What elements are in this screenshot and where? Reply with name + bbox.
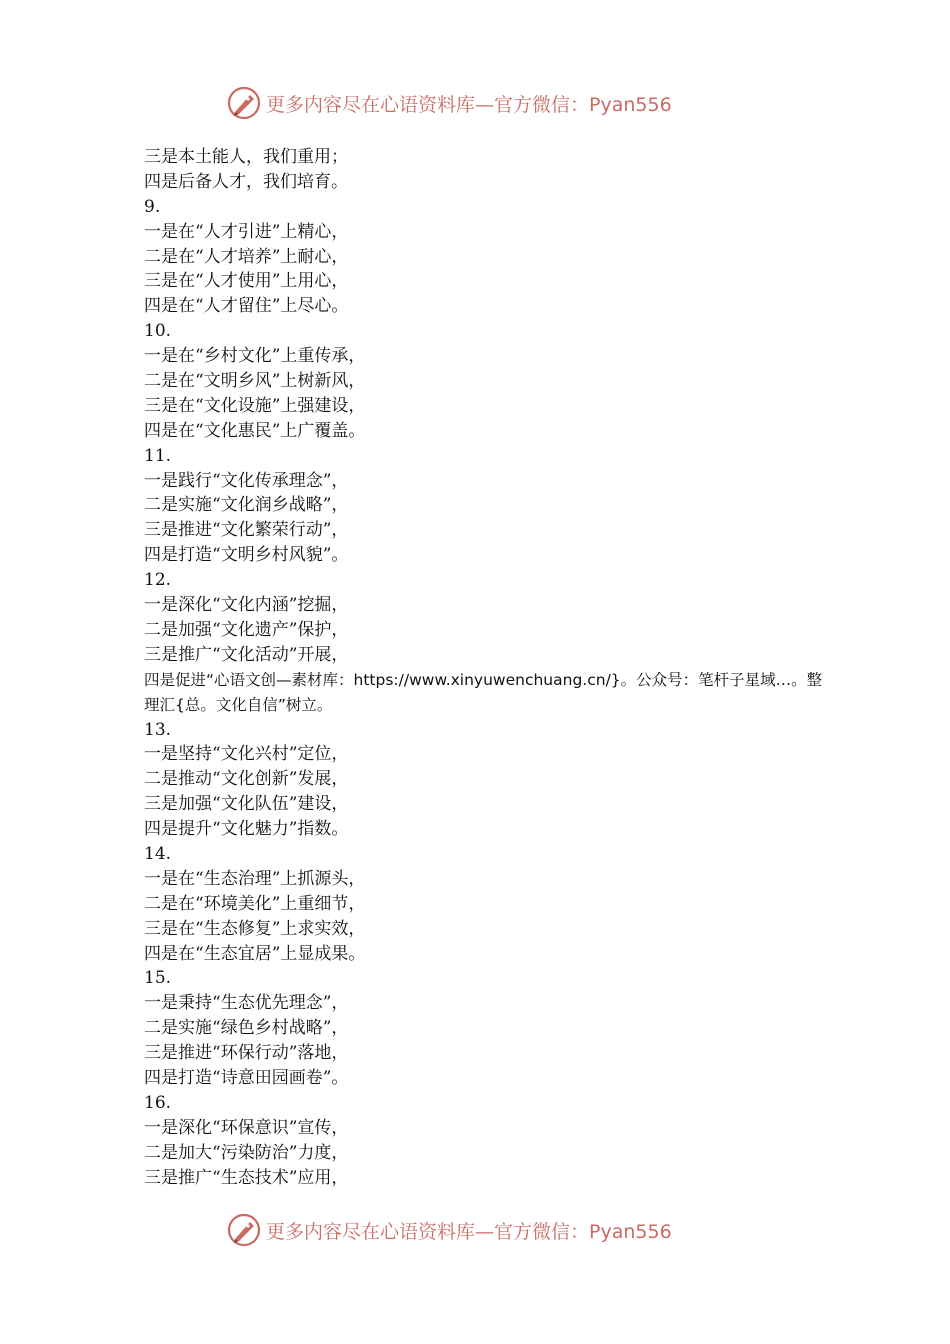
text-line: 四是后备人才，我们培育。 [144, 171, 348, 192]
footer-banner-cn: 更多内容尽在心语资料库—官方微信： [266, 1220, 590, 1243]
footer-banner [226, 1210, 746, 1250]
text-line: 四是打造“文明乡村风貌”。 [144, 545, 349, 566]
text-line: 四是打造“诗意田园画卷”。 [144, 1067, 349, 1088]
section-number: 12. [144, 570, 172, 591]
footer-banner-text [266, 1217, 672, 1244]
text-line: 二是实施“绿色乡村战略”， [144, 1018, 349, 1039]
text-line: 四是促进“心语文创—素材库：https://www.xinyuwenchuang.cn/}。公众号：笔杆子星域…。整理汇{总。文化自信”树立。 [144, 670, 823, 714]
text-line: 四是在“人才留住”上尽心。 [144, 296, 349, 317]
text-line: 三是推广“生态技术”应用， [144, 1167, 349, 1188]
text-line: 三是在“文化设施”上强建设， [144, 395, 366, 416]
text-line: 一是践行“文化传承理念”， [144, 470, 349, 491]
document-body [144, 145, 824, 1190]
text-line: 二是加强“文化遗产”保护， [144, 619, 349, 640]
text-line: 二是在“文明乡风”上树新风， [144, 371, 366, 392]
text-line: 四是提升“文化魅力”指数。 [144, 819, 349, 840]
text-line: 四是在“生态宜居”上显成果。 [144, 943, 366, 964]
text-line: 一是秉持“生态优先理念”， [144, 993, 349, 1014]
text-line: 一是在“人才引进”上精心， [144, 221, 349, 242]
text-line: 三是在“人才使用”上用心， [144, 271, 349, 292]
text-line: 一是在“生态治理”上抓源头， [144, 868, 366, 889]
section-number: 11. [144, 445, 172, 466]
text-line: 一是深化“环保意识”宣传， [144, 1117, 349, 1138]
header-banner [226, 83, 746, 123]
text-line: 四是在“文化惠民”上广覆盖。 [144, 420, 366, 441]
text-line: 二是在“人才培养”上耐心， [144, 246, 349, 267]
text-line: 二是推动“文化创新”发展， [144, 769, 349, 790]
header-banner-wechat-id: Pyan556 [589, 93, 672, 116]
text-line: 二是加大“污染防治”力度， [144, 1142, 349, 1163]
section-number: 9. [144, 196, 161, 217]
section-number: 14. [144, 843, 172, 864]
text-line: 二是实施“文化润乡战略”， [144, 495, 349, 516]
pen-nib-logo-icon [226, 85, 262, 121]
text-line: 一是坚持“文化兴村”定位， [144, 744, 349, 765]
text-line: 三是推进“环保行动”落地， [144, 1043, 349, 1064]
footer-banner-wechat-id: Pyan556 [589, 1220, 672, 1243]
section-number: 15. [144, 968, 172, 989]
pen-nib-logo-icon [226, 1212, 262, 1248]
section-number: 16. [144, 1092, 172, 1113]
text-line: 一是在“乡村文化”上重传承， [144, 346, 366, 367]
text-line: 三是推进“文化繁荣行动”， [144, 520, 349, 541]
text-line: 三是在“生态修复”上求实效， [144, 918, 366, 939]
text-line: 三是本土能人，我们重用； [144, 147, 348, 167]
text-line: 二是在“环境美化”上重细节， [144, 893, 366, 914]
text-line: 三是推广“文化活动”开展， [144, 644, 349, 665]
section-number: 10. [144, 321, 172, 342]
text-line: 一是深化“文化内涵”挖掘， [144, 595, 349, 616]
header-banner-cn: 更多内容尽在心语资料库—官方微信： [266, 93, 590, 116]
section-number: 13. [144, 719, 172, 740]
header-banner-text [266, 90, 672, 117]
text-line: 三是加强“文化队伍”建设， [144, 794, 349, 815]
